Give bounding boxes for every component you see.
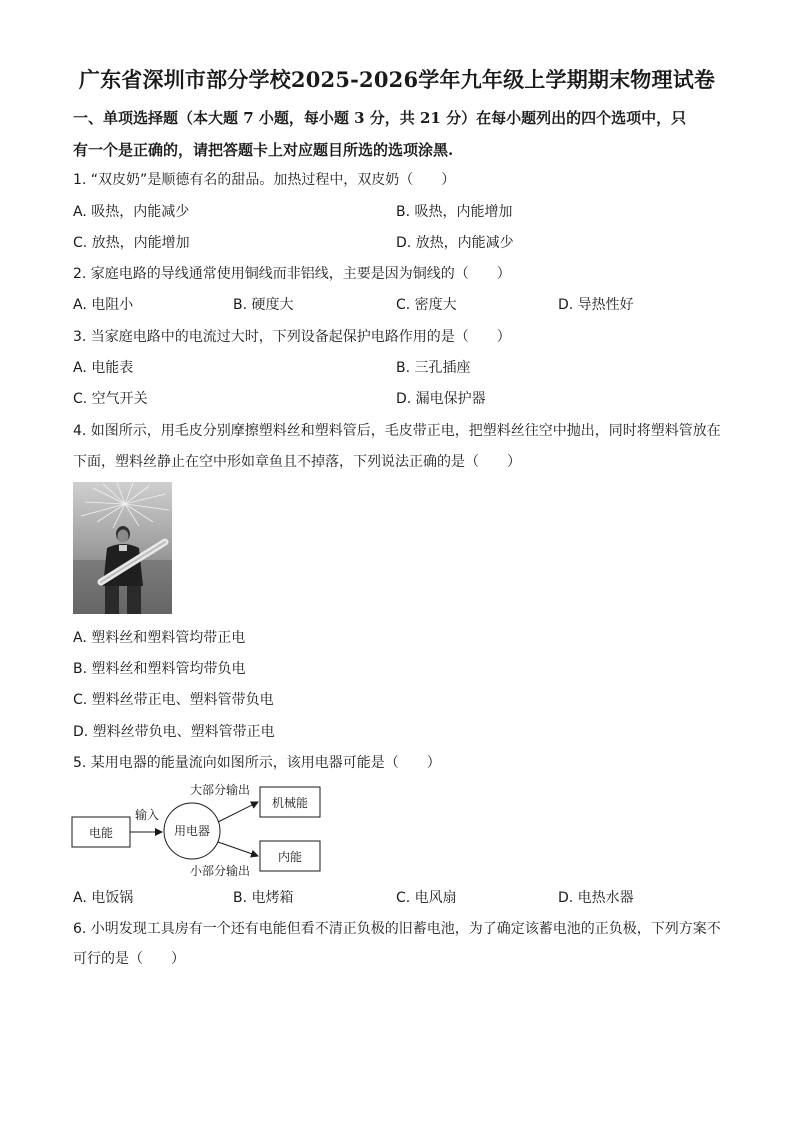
question-3-option-d[interactable]: D. 漏电保护器 — [396, 391, 486, 407]
major-output-label: 大部分输出 — [189, 783, 251, 797]
mechanical-energy-label: 机械能 — [271, 796, 309, 810]
question-6-stem-line-1: 6. 小明发现工具房有一个还有电能但看不清正负极的旧蓄电池，为了确定该蓄电池的正负极，下列方案不 — [73, 921, 721, 937]
question-4-option-c[interactable]: C. 塑料丝带正电、塑料管带负电 — [73, 692, 274, 708]
question-6-stem-line-2: 可行的是（ ） — [73, 951, 185, 967]
question-4-option-a[interactable]: A. 塑料丝和塑料管均带正电 — [73, 630, 246, 646]
question-1-option-c[interactable]: C. 放热，内能增加 — [73, 235, 190, 251]
question-2-option-c[interactable]: C. 密度大 — [396, 297, 457, 313]
octopus-experiment-photo — [73, 482, 172, 614]
question-5-stem: 5. 某用电器的能量流向如图所示，该用电器可能是（ ） — [73, 755, 441, 771]
question-5-option-d[interactable]: D. 电热水器 — [558, 890, 634, 906]
question-3-option-b[interactable]: B. 三孔插座 — [396, 360, 471, 376]
question-1-stem: 1. “双皮奶”是顺德有名的甜品。加热过程中，双皮奶（ ） — [73, 172, 456, 188]
section-instruction-line-2: 有一个是正确的，请把答题卡上对应题目所选的选项涂黑. — [73, 141, 454, 159]
minor-output-arrow — [218, 842, 258, 856]
question-4-stem-line-1: 4. 如图所示，用毛皮分别摩擦塑料丝和塑料管后，毛皮带正电，把塑料丝往空中抛出，同时将塑料管放在 — [73, 423, 721, 439]
question-4-option-d[interactable]: D. 塑料丝带负电、塑料管带正电 — [73, 724, 275, 740]
device-label: 用电器 — [173, 824, 211, 838]
question-2-stem: 2. 家庭电路的导线通常使用铜线而非铝线，主要是因为铜线的（ ） — [73, 266, 511, 282]
question-4-option-b[interactable]: B. 塑料丝和塑料管均带负电 — [73, 661, 246, 677]
question-2-option-d[interactable]: D. 导热性好 — [558, 297, 634, 313]
question-5-option-c[interactable]: C. 电风扇 — [396, 890, 457, 906]
question-5-option-a[interactable]: A. 电饭锅 — [73, 890, 134, 906]
question-1-option-b[interactable]: B. 吸热，内能增加 — [396, 204, 513, 220]
internal-energy-label: 内能 — [277, 850, 303, 864]
section-instruction-line-1: 一、单项选择题（本大题 7 小题，每小题 3 分，共 21 分）在每小题列出的四个选项中，只 — [73, 109, 687, 127]
question-3-option-a[interactable]: A. 电能表 — [73, 360, 134, 376]
question-1-option-d[interactable]: D. 放热，内能减少 — [396, 235, 514, 251]
question-3-option-c[interactable]: C. 空气开关 — [73, 391, 148, 407]
question-4-stem-line-2: 下面，塑料丝静止在空中形如章鱼且不掉落，下列说法正确的是（ ） — [73, 454, 521, 470]
minor-output-label: 小部分输出 — [189, 864, 251, 878]
question-5-option-b[interactable]: B. 电烤箱 — [233, 890, 294, 906]
input-label: 输入 — [134, 808, 160, 822]
question-2-option-a[interactable]: A. 电阻小 — [73, 297, 134, 313]
question-2-option-b[interactable]: B. 硬度大 — [233, 297, 294, 313]
energy-flow-diagram — [70, 780, 340, 880]
page-title: 广东省深圳市部分学校2025-2026学年九年级上学期期末物理试卷 — [78, 67, 716, 92]
question-3-stem: 3. 当家庭电路中的电流过大时，下列设备起保护电路作用的是（ ） — [73, 329, 511, 345]
major-output-arrow — [218, 802, 258, 822]
source-label: 电能 — [88, 826, 114, 840]
question-1-option-a[interactable]: A. 吸热，内能减少 — [73, 204, 190, 220]
